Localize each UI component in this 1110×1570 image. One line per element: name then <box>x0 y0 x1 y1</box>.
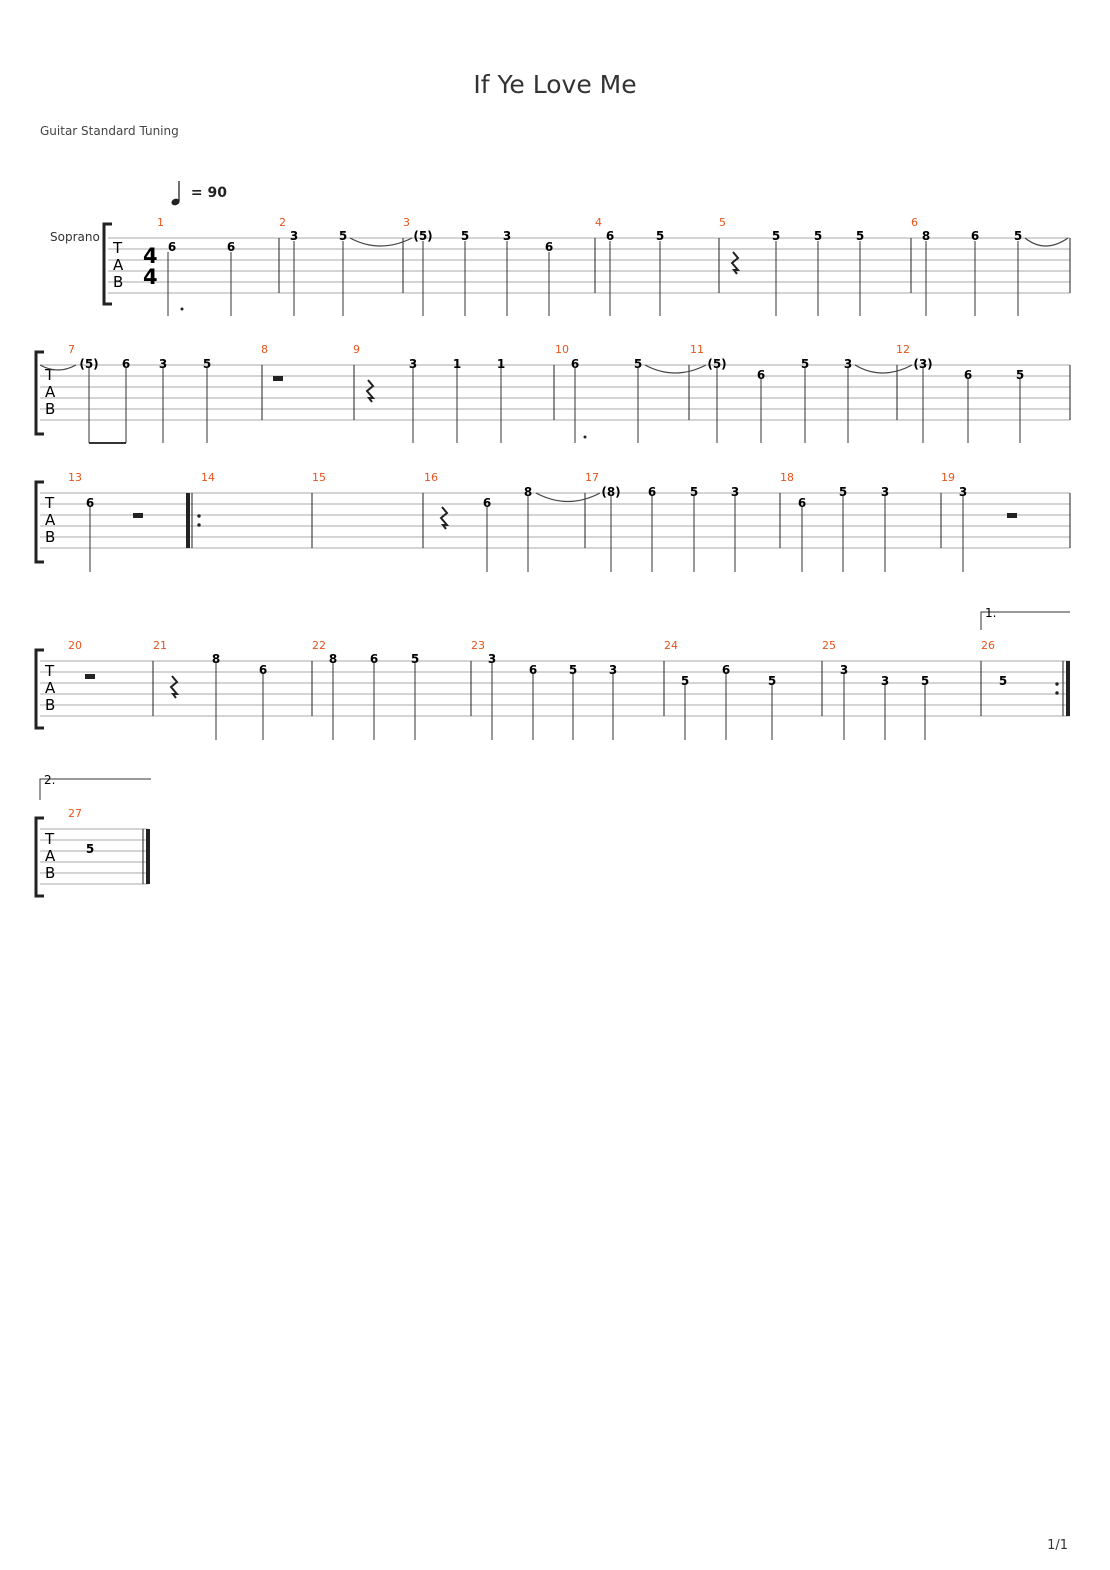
fret-number: 3 <box>880 485 890 499</box>
time-sig-bottom: 4 <box>143 265 158 289</box>
measure-number: 18 <box>780 471 794 484</box>
fret-number: 5 <box>767 674 777 688</box>
fret-number: 5 <box>920 674 930 688</box>
fret-number: 6 <box>605 229 615 243</box>
fret-number: 5 <box>680 674 690 688</box>
tempo-value: = 90 <box>190 185 227 201</box>
fret-number: 3 <box>289 229 299 243</box>
fret-number: 3 <box>958 485 968 499</box>
tie <box>645 365 706 373</box>
fret-number: 6 <box>647 485 657 499</box>
tab-system-2 <box>0 330 1110 450</box>
measure-number: 21 <box>153 639 167 652</box>
fret-number: 3 <box>158 357 168 371</box>
measure-number: 4 <box>595 216 602 229</box>
fret-number: 6 <box>797 496 807 510</box>
fret-number: 6 <box>528 663 538 677</box>
fret-number: 5 <box>202 357 212 371</box>
tab-clef-b: B <box>113 273 124 291</box>
volta-bracket-2 <box>40 779 151 800</box>
instrument-name: Soprano <box>50 230 100 244</box>
fret-number: 8 <box>921 229 931 243</box>
fret-number: 6 <box>258 663 268 677</box>
fret-number: 5 <box>655 229 665 243</box>
fret-number: 8 <box>523 485 533 499</box>
repeat-dot <box>1055 682 1058 685</box>
measure-number: 1 <box>157 216 164 229</box>
system-bracket <box>104 224 112 304</box>
measure-number: 13 <box>68 471 82 484</box>
fret-number: 5 <box>568 663 578 677</box>
measure-number: 9 <box>353 343 360 356</box>
dot <box>181 308 184 311</box>
fret-number: 6 <box>963 368 973 382</box>
repeat-dot <box>197 514 200 517</box>
score-title: If Ye Love Me <box>473 70 637 99</box>
time-sig-top: 4 <box>143 244 158 268</box>
fret-number: 3 <box>730 485 740 499</box>
measure-number: 24 <box>664 639 678 652</box>
fret-number: 5 <box>460 229 470 243</box>
measure-number: 15 <box>312 471 326 484</box>
fret-number: 5 <box>85 842 95 856</box>
fret-number: 5 <box>689 485 699 499</box>
measure-number: 27 <box>68 807 82 820</box>
fret-number: 6 <box>970 229 980 243</box>
measure-number: 7 <box>68 343 75 356</box>
quarter-rest-icon <box>367 380 373 402</box>
fret-number: 8 <box>328 652 338 666</box>
tie <box>1025 238 1068 246</box>
measure-number: 17 <box>585 471 599 484</box>
fret-number: 1 <box>496 357 506 371</box>
fret-number: 6 <box>167 240 177 254</box>
fret-number: 6 <box>756 368 766 382</box>
fret-number: 5 <box>633 357 643 371</box>
tab-clef-a: A <box>45 847 56 865</box>
fret-number: 6 <box>482 496 492 510</box>
measure-number: 2 <box>279 216 286 229</box>
fret-number: 6 <box>121 357 131 371</box>
tab-clef-a: A <box>45 679 56 697</box>
measure-number: 16 <box>424 471 438 484</box>
volta-label-1: 1. <box>985 606 997 620</box>
tie <box>536 493 600 502</box>
fret-number: 3 <box>608 663 618 677</box>
tab-clef-b: B <box>45 528 56 546</box>
measure-number: 14 <box>201 471 215 484</box>
tie <box>855 365 912 373</box>
measure-number: 19 <box>941 471 955 484</box>
half-rest-icon <box>85 674 95 679</box>
half-rest-icon <box>133 513 143 518</box>
fret-number: 6 <box>369 652 379 666</box>
measure-number: 3 <box>403 216 410 229</box>
tab-clef-t: T <box>45 494 55 512</box>
tab-system-5 <box>0 770 200 905</box>
fret-number: 3 <box>880 674 890 688</box>
tab-clef-b: B <box>45 864 56 882</box>
measure-number: 10 <box>555 343 569 356</box>
fret-number: (5) <box>79 357 99 371</box>
fret-number: 8 <box>211 652 221 666</box>
measure-number: 11 <box>690 343 704 356</box>
repeat-dot <box>197 523 200 526</box>
fret-number: 5 <box>998 674 1008 688</box>
fret-number: 6 <box>85 496 95 510</box>
tab-system-4 <box>0 600 1110 750</box>
measure-number: 23 <box>471 639 485 652</box>
measure-number: 12 <box>896 343 910 356</box>
fret-number: 5 <box>771 229 781 243</box>
fret-number: 6 <box>570 357 580 371</box>
fret-number: 1 <box>452 357 462 371</box>
fret-number: 3 <box>408 357 418 371</box>
quarter-rest-icon <box>171 676 177 698</box>
tab-system-3 <box>0 460 1110 580</box>
fret-number: 3 <box>843 357 853 371</box>
half-rest-icon <box>273 376 283 381</box>
tab-clef-a: A <box>113 256 124 274</box>
fret-number: 5 <box>338 229 348 243</box>
measure-number: 20 <box>68 639 82 652</box>
measure-number: 26 <box>981 639 995 652</box>
repeat-dot <box>1055 691 1058 694</box>
fret-number: 5 <box>838 485 848 499</box>
fret-number: 3 <box>487 652 497 666</box>
fret-number: 6 <box>226 240 236 254</box>
tab-system-1 <box>0 200 1110 320</box>
fret-number: (3) <box>913 357 933 371</box>
fret-number: 3 <box>839 663 849 677</box>
volta-label-2: 2. <box>44 773 56 787</box>
page-number: 1/1 <box>1047 1538 1068 1553</box>
measure-number: 25 <box>822 639 836 652</box>
fret-number: 5 <box>855 229 865 243</box>
fret-number: 5 <box>1015 368 1025 382</box>
system-bracket <box>36 352 44 434</box>
fret-number: 3 <box>502 229 512 243</box>
tab-clef-b: B <box>45 400 56 418</box>
measure-number: 22 <box>312 639 326 652</box>
tab-clef-t: T <box>45 662 55 680</box>
tab-clef-b: B <box>45 696 56 714</box>
measure-number: 8 <box>261 343 268 356</box>
fret-number: 5 <box>410 652 420 666</box>
half-rest-icon <box>1007 513 1017 518</box>
fret-number: 6 <box>544 240 554 254</box>
fret-number: (5) <box>707 357 727 371</box>
tab-clef-a: A <box>45 511 56 529</box>
fret-number: 5 <box>1013 229 1023 243</box>
fret-number: 5 <box>800 357 810 371</box>
tab-clef-t: T <box>45 830 55 848</box>
fret-number: (5) <box>413 229 433 243</box>
measure-number: 5 <box>719 216 726 229</box>
tab-clef-t: T <box>45 366 55 384</box>
measure-number: 6 <box>911 216 918 229</box>
fret-number: 5 <box>813 229 823 243</box>
dot <box>584 436 587 439</box>
tab-clef-a: A <box>45 383 56 401</box>
fret-number: (8) <box>601 485 621 499</box>
system-bracket <box>36 482 44 562</box>
tuning-label: Guitar Standard Tuning <box>40 124 179 138</box>
tab-clef-t: T <box>113 239 123 257</box>
fret-number: 6 <box>721 663 731 677</box>
